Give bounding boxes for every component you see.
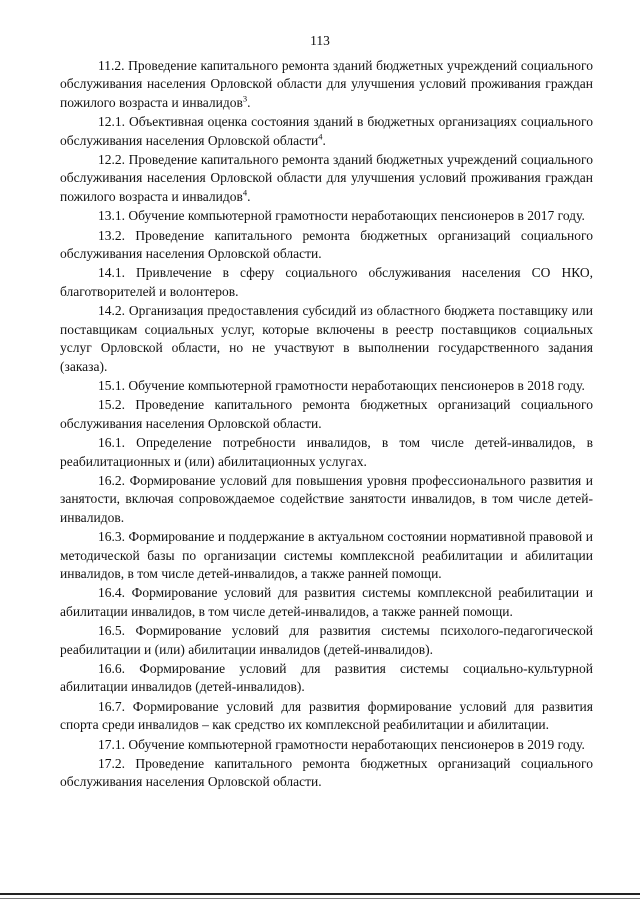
paragraph-16-2: 16.2. Формирование условий для повышения уровня профессионального развития и занятости, включая сопровождаемое содействие занятости инвалидов, в том числе детей-инвалидов. — [60, 472, 593, 525]
paragraph-13-1: 13.1. Обучение компьютерной грамотности неработающих пенсионеров в 2017 году. — [98, 208, 585, 224]
paragraph-13-2: 13.2. Проведение капитального ремонта бюджетных организаций социального обслуживания населения Орловской области. — [60, 227, 593, 262]
footnote-mark: 4 — [318, 131, 323, 142]
paragraph-16-1: 16.1. Определение потребности инвалидов, в том числе детей-инвалидов, в реабилитационных и (или) абилитационных услугах. — [60, 435, 593, 469]
paragraph-12-1: 12.1. Объективная оценка состояния зданий в бюджетных организациях социального обслуживания населения Орловской области$^4$. — [60, 114, 593, 148]
paragraph-12-2: 12.2. Проведение капитального ремонта зданий бюджетных учреждений социального обслуживания населения Орловской области для улучшения условий проживания граждан пожилого возраста и инвалидов$^4$. — [60, 152, 593, 204]
page-number: 113 — [310, 33, 330, 48]
footnote-mark: 4 — [242, 187, 248, 198]
paragraph-17-2: 17.2. Проведение капитального ремонта бюджетных организаций социального обслуживания населения Орловской области. — [60, 756, 593, 790]
paragraph-16-4: 16.4. Формирование условий для развития системы комплексной реабилитации и абилитации инвалидов, в том числе детей-инвалидов, а также ранней помощи. — [60, 585, 593, 619]
paragraph-16-7: 16.7. Формирование условий для развития формирование условий для развития спорта среди инвалидов – как средство их комплексной реабилитации и абилитации. — [60, 698, 593, 733]
paragraph-14-1: 14.1. Привлечение в сферу социального обслуживания населения СО НКО, благотворителей и волонтеров. — [60, 265, 593, 299]
paragraph-16-3: 16.3. Формирование и поддержание в актуальном состоянии нормативной правовой и методической базы по организации системы комплексной реабилитации и абилитации инвалидов, в том числе детей-инвалидов, а также ранней помощи. — [60, 529, 593, 581]
page-bottom-border-thin — [0, 898, 640, 899]
paragraph-14-2: 14.2. Организация предоставления субсидий из областного бюджета поставщику или поставщикам социальных услуг, которые включены в реестр поставщиков социальных услуг Орловской области, но не участвуют в выполнении государственного задания (заказа). — [60, 303, 593, 374]
paragraph-17-1: 17.1. Обучение компьютерной грамотности неработающих пенсионеров в 2019 году. — [98, 736, 585, 752]
page-bottom-border — [0, 893, 640, 895]
paragraph-15-2: 15.2. Проведение капитального ремонта бюджетных организаций социального обслуживания населения Орловской области. — [60, 397, 593, 431]
paragraph-15-1: 15.1. Обучение компьютерной грамотности неработающих пенсионеров в 2018 году. — [98, 377, 585, 393]
footnote-mark: 3 — [242, 93, 248, 104]
paragraph-16-5: 16.5. Формирование условий для развития системы психолого-педагогической реабилитации и (или) абилитации инвалидов (детей-инвалидов). — [60, 623, 593, 657]
paragraph-16-6: 16.6. Формирование условий для развития системы социально-культурной абилитации инвалидов (детей-инвалидов). — [60, 661, 593, 695]
document-body — [60, 57, 593, 793]
paragraph-11-2: 11.2. Проведение капитального ремонта зданий бюджетных учреждений социального обслуживания населения Орловской области для улучшения условий проживания граждан пожилого возраста и инвалидов$^3$. — [60, 58, 593, 110]
